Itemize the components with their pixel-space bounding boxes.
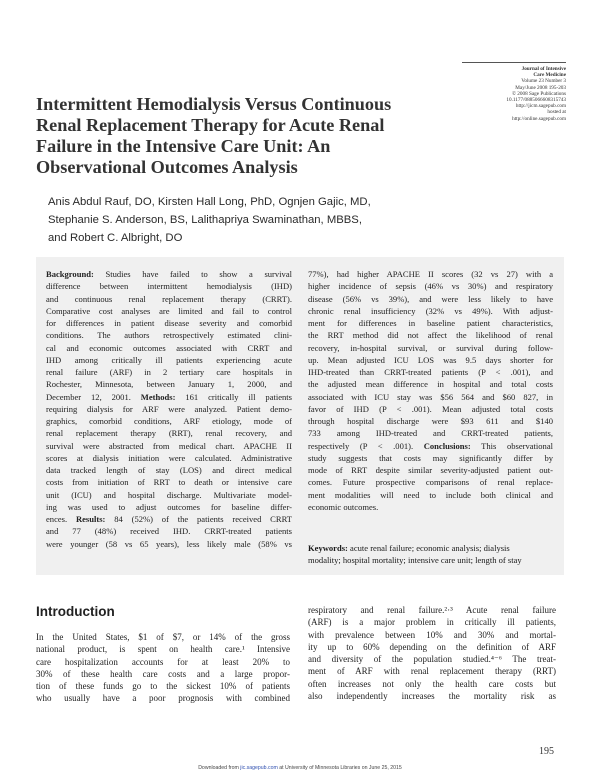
body-line: often increases not only the health care costs but	[308, 678, 556, 689]
abstract-line: economic outcomes.	[308, 501, 379, 512]
journal-info-rule	[462, 62, 566, 63]
journal-date-pages: May/June 2008 195-203	[515, 84, 566, 91]
abstract-line: conditions. The authors retrospectively estimated clini-	[46, 330, 292, 341]
abstract-line: IHD among critically ill patients experiencing acute	[46, 354, 292, 365]
abstract-line: associated with ICU stay was $56 564 and $60 827, in	[308, 391, 553, 402]
abstract-left-column	[46, 268, 292, 550]
abstract-line: 77%), had higher APACHE II scores (32 vs 27) with a	[308, 269, 553, 279]
abstract-line: Comparative cost analyses are limited and fail to control	[46, 305, 292, 316]
title-line: Intermittent Hemodialysis Versus Continuous	[36, 94, 392, 114]
body-right-column	[308, 604, 556, 702]
conclusions-label: Conclusions:	[413, 440, 471, 451]
body-line: national product, is spent on health care.¹ Intensive	[36, 644, 290, 655]
abstract-line: Rochester, Minnesota, between January 1, 2000, and	[46, 379, 292, 390]
footer-link[interactable]: jic.sagepub.com	[240, 765, 278, 771]
abstract-line: study suggests that costs may significantly differ by	[308, 452, 553, 463]
body-line: also independently increases the mortality risk as	[308, 691, 556, 702]
abstract-line: ment modalities will need to include both clinical and	[308, 489, 553, 500]
abstract-line: 733 among IHD-treated and CRRT-treated patients,	[308, 428, 553, 439]
abstract-right-column	[308, 268, 553, 513]
journal-name: Journal of Intensive	[521, 66, 566, 72]
keywords-line: Keywords: acute renal failure; economic analysis; dialysis	[308, 543, 510, 553]
body-line: and diversity of the population studied.⁴⁻⁶ The treat-	[308, 654, 556, 665]
body-line: with prevalence between 10% and 30% and mortal-	[308, 629, 556, 640]
abstract-line: December 12, 2001. Methods: 161 critically ill patients	[46, 391, 292, 402]
body-left-column	[36, 631, 290, 705]
section-heading: Introduction	[36, 604, 115, 619]
article-title	[36, 94, 466, 178]
abstract-line: graphics, comorbid conditions, ARF etiology, mode of	[46, 416, 292, 426]
body-line: 30% of these health care costs and a large propor-	[36, 668, 290, 679]
abstract-line: requiring dialysis for ARF were analyzed. Patient demo-	[46, 403, 292, 414]
journal-host-url: http://online.sagepub.com	[512, 115, 566, 122]
abstract-line: data tracked length of stay (LOS) and direct medical	[46, 465, 292, 475]
journal-hosted-at: hosted at	[547, 109, 566, 116]
abstract-line: disease (56% vs 39%), and were less likely to have	[308, 293, 553, 304]
abstract-line: respectively (P < .001). Conclusions: This observational	[308, 440, 553, 451]
results-label: Results:	[75, 514, 106, 524]
author-line: Stephanie S. Anderson, BS, Lalithapriya Swaminathan, MBBS,	[48, 214, 362, 226]
body-line: who usually have a poor prognosis with combined	[36, 693, 290, 704]
abstract-line: through hospital discharge were $93 611 and $140	[308, 416, 553, 426]
abstract-line: mode of RRT despite similar severity-adjusted patient out-	[308, 465, 553, 475]
abstract-line: cal and economic outcomes associated with CRRT and	[46, 342, 292, 353]
abstract-line: favor of IHD (P < .001). Mean adjusted total costs	[308, 403, 553, 414]
author-line: Anis Abdul Rauf, DO, Kirsten Hall Long, PhD, Ognjen Gajic, MD,	[48, 196, 371, 208]
abstract-line: the adjusted mean difference in hospital and total costs	[308, 379, 553, 390]
abstract-line: ment for differences in baseline patient characteristics,	[308, 318, 553, 328]
body-line: ment of ARF with renal replacement therapy (RRT)	[308, 666, 556, 677]
abstract-line: difference between intermittent hemodialysis (IHD)	[46, 281, 292, 292]
abstract-line: ing was used to adjust outcomes for baseline differ-	[46, 501, 292, 512]
page-number: 195	[539, 746, 554, 757]
abstract-line: were younger (58 vs 65 years), less likely male (58% vs	[46, 538, 292, 549]
body-line: ity up to 60% depending on the definition of ARF	[308, 641, 556, 652]
abstract-line: and 77 (48%) received IHD. CRRT-treated patients	[46, 526, 292, 537]
abstract-line: recovery, in-hospital survival, or survival during follow-	[308, 342, 553, 353]
journal-url: http://jicm.sagepub.com	[515, 103, 566, 110]
abstract-line: IHD-treated than CRRT-treated patients (P < .001), and	[308, 367, 553, 377]
body-line: (ARF) is a major problem in critically ill patients,	[308, 617, 556, 628]
title-line: Observational Outcomes Analysis	[36, 157, 298, 177]
abstract-line: up. Mean adjusted ICU LOS was 9.5 days shorter for	[308, 354, 553, 365]
body-line: In the United States, $1 of $7, or 14% of the gross	[36, 632, 290, 642]
abstract-line: scores at dialysis initiation were calculated. Administrative	[46, 452, 292, 463]
journal-copyright: © 2008 Sage Publications	[512, 90, 566, 97]
abstract-line: Background: Studies have failed to show a survival	[46, 269, 292, 279]
abstract-line: renal failure (ARF) in 2 tertiary care hospitals in	[46, 367, 292, 377]
abstract-line: for differences in patient disease severity and comorbid	[46, 318, 292, 328]
abstract-line: ences. Results: 84 (52%) of the patients received CRRT	[46, 514, 292, 524]
download-footer: Downloaded from jic.sagepub.com at University of Minnesota Libraries on June 25, 2015	[198, 765, 402, 771]
abstract-line: survival were abstracted from medical chart. APACHE II	[46, 440, 292, 451]
keywords	[308, 542, 554, 567]
author-list	[48, 193, 568, 247]
title-line: Renal Replacement Therapy for Acute Renal	[36, 115, 385, 135]
abstract-line: costs from initiation of RRT to death or intensive care	[46, 477, 292, 488]
abstract-line: renal replacement therapy (RRT), renal recovery, and	[46, 428, 292, 439]
title-line: Failure in the Intensive Care Unit: An	[36, 136, 331, 156]
journal-info	[462, 62, 566, 122]
abstract-line: comes. Future prospective comparisons of renal replace-	[308, 477, 553, 488]
abstract-line: the RRT method did not affect the likelihood of renal	[308, 330, 553, 341]
body-line: care hospitalization accounts for at least 20% to	[36, 656, 290, 667]
abstract-line: and continuous renal replacement therapy (CRRT).	[46, 293, 292, 304]
body-line: respiratory and renal failure.²·³ Acute renal failure	[308, 605, 556, 615]
body-line: tion of these funds go to the sickest 10% of patients	[36, 681, 290, 692]
abstract-line: unit (ICU) and hospital discharge. Multivariate model-	[46, 489, 292, 500]
keywords-line: modality; hospital mortality; intensive care unit; length of stay	[308, 555, 522, 566]
author-line: and Robert C. Albright, DO	[48, 232, 183, 244]
methods-label: Methods:	[140, 391, 176, 402]
background-label: Background:	[46, 269, 94, 279]
journal-doi: 10.1177/0885066608315743	[506, 97, 566, 104]
journal-name-line-2: Care Medicine	[533, 72, 566, 79]
abstract-line: chronic renal insufficiency (32% vs 49%). With adjust-	[308, 305, 553, 316]
abstract-line: higher incidence of sepsis (46% vs 30%) and respiratory	[308, 281, 553, 292]
keywords-label: Keywords:	[308, 543, 348, 553]
journal-volume: Volume 23 Number 3	[521, 78, 566, 85]
